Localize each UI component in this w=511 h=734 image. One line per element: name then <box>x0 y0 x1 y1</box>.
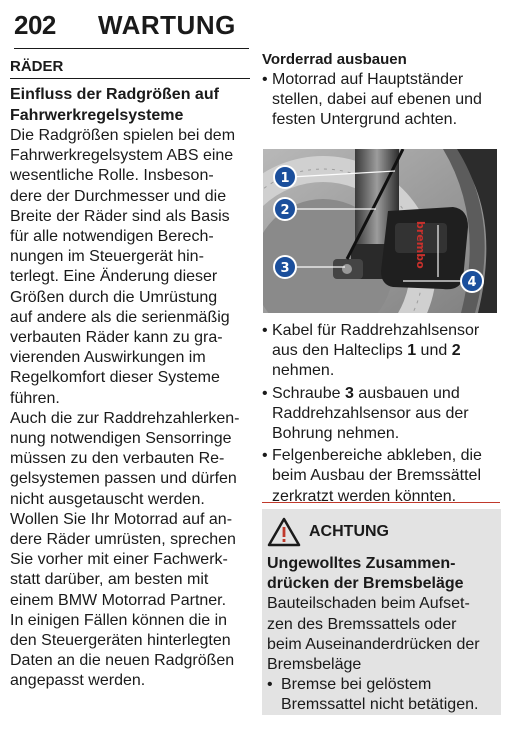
body-text <box>10 126 250 692</box>
step-text: aus den Halteclips <box>272 342 408 360</box>
step-line: Motorrad auf Hauptständer <box>272 71 464 88</box>
subheading-line: Fahrwerkregelsysteme <box>10 107 184 124</box>
wheel-brake-illustration <box>263 149 497 313</box>
step-tape-rim <box>262 446 502 507</box>
step-line: Bohrung nehmen. <box>272 425 400 443</box>
warning-text-line: Bauteilschaden beim Aufset- <box>267 595 470 613</box>
step-line: Felgenbereiche abkleben, die <box>272 447 482 465</box>
body-line: Breite der Räder sind als Basis <box>10 207 230 225</box>
warning-body <box>267 554 499 716</box>
warning-text-line: beim Auseinanderdrücken der <box>267 635 480 653</box>
callout-4 <box>461 270 483 292</box>
step-text: Schraube <box>272 384 345 402</box>
warning-header <box>267 517 389 545</box>
procedure-steps <box>262 321 502 509</box>
subheading <box>10 84 250 126</box>
step-line: stellen, dabei auf ebenen und <box>272 91 482 109</box>
body-line: nicht ausgetauscht werden. <box>10 490 205 508</box>
callout-number: 3 <box>280 261 290 276</box>
body-line: verbauten Räder kann zu gra- <box>10 329 223 347</box>
step-text: und <box>416 342 452 360</box>
step-line: festen Untergrund achten. <box>272 111 458 129</box>
callout-1 <box>274 166 296 188</box>
page-number: 202 <box>14 10 56 40</box>
step-line: beim Ausbau der Bremssättel <box>272 467 481 485</box>
warning-text <box>267 594 499 675</box>
body-line: den Steuergeräten hinterlegten <box>10 632 231 650</box>
step-line: Kabel für Raddrehzahlsensor <box>272 322 480 339</box>
callout-number: 1 <box>280 171 290 186</box>
step-line: Raddrehzahlsensor aus der <box>272 404 469 422</box>
body-line: nungen im Steuergerät hin- <box>10 248 204 266</box>
step-line <box>272 384 502 404</box>
warning-label: ACHTUNG <box>309 523 389 540</box>
body-line: einem BMW Motorrad Partner. <box>10 591 227 609</box>
body-line: wesentliche Rolle. Insbeson- <box>10 167 214 185</box>
warning-title-line: drücken der Bremsbeläge <box>267 575 464 593</box>
body-line: Fahrwerkregelsystem ABS eine <box>10 147 234 165</box>
intro-step <box>262 70 502 131</box>
callout-3 <box>274 256 296 278</box>
body-line: dere Räder umrüsten, sprechen <box>10 531 236 549</box>
bullet-dot: • <box>262 322 268 339</box>
body-line: Größen durch die Umrüstung <box>10 288 218 306</box>
body-line: angepasst werden. <box>10 672 146 690</box>
warning-title-line: Ungewolltes Zusammen- <box>267 555 456 572</box>
bullet-dot: • <box>262 384 268 402</box>
section-title: RÄDER <box>10 58 250 79</box>
body-line: Auch die zur Raddrehzahlerken- <box>10 409 240 427</box>
warning-divider <box>262 502 500 503</box>
callout-number: 4 <box>467 275 477 290</box>
body-line: Wollen Sie Ihr Motorrad auf an- <box>10 510 233 528</box>
body-line: Daten an die neuen Radgrößen <box>10 652 235 670</box>
callout-number: 2 <box>280 203 290 218</box>
warning-action <box>267 675 499 715</box>
step-line: zerkratzt werden könnten. <box>272 487 457 505</box>
body-line: gelsystemen passen und dürfen <box>10 470 237 488</box>
left-column <box>10 58 250 692</box>
body-line: führen. <box>10 389 60 407</box>
body-line: dere der Durchmesser und die <box>10 187 227 205</box>
ref-number: 3 <box>344 384 354 402</box>
step-remove-cable <box>262 321 502 382</box>
chapter-title: WARTUNG <box>98 10 236 40</box>
ref-number: 2 <box>451 342 461 360</box>
warning-action-line: Bremssattel nicht betätigen. <box>281 696 479 714</box>
warning-text-line: zen des Bremssattels oder <box>267 615 457 633</box>
step-text: ausbauen und <box>353 384 460 402</box>
wheel-brake-photo <box>263 149 497 313</box>
bullet-dot: • <box>267 676 273 694</box>
body-line: Regelkomfort dieser Systeme <box>10 369 220 387</box>
body-line: vierenden Auswirkungen im <box>10 349 206 367</box>
warning-title <box>267 554 499 594</box>
body-line: In einigen Fällen können die in <box>10 611 228 629</box>
step-remove-screw <box>262 384 502 445</box>
body-line: terlegt. Eine Änderung dieser <box>10 268 218 286</box>
bullet-dot: • <box>262 447 268 465</box>
step-line <box>272 341 502 361</box>
procedure-title: Vorderrad ausbauen <box>262 51 407 68</box>
body-line: müssen zu den verbauten Re- <box>10 450 225 468</box>
warning-action-line: Bremse bei gelöstem <box>281 676 432 694</box>
body-line: Sie vorher mit einer Fachwerk- <box>10 551 228 569</box>
caliper-brand: brembo <box>414 221 427 269</box>
body-line: auf andere als die serienmäßig <box>10 308 230 326</box>
body-line: Die Radgrößen spielen bei dem <box>10 127 236 144</box>
body-line: statt darüber, am besten mit <box>10 571 209 589</box>
subheading-line: Einfluss der Radgrößen auf <box>10 86 219 103</box>
ref-number: 1 <box>407 342 417 360</box>
warning-box <box>262 509 501 715</box>
body-line: nung notwendigen Sensorringe <box>10 430 232 448</box>
step-line: nehmen. <box>272 362 335 380</box>
right-column <box>262 50 502 131</box>
callout-2 <box>274 198 296 220</box>
bullet-dot: • <box>262 71 268 88</box>
warning-triangle-icon <box>267 517 301 547</box>
warning-text-line: Bremsbeläge <box>267 656 362 674</box>
page-header <box>14 10 249 49</box>
body-line: für alle notwendigen Berech- <box>10 228 214 246</box>
